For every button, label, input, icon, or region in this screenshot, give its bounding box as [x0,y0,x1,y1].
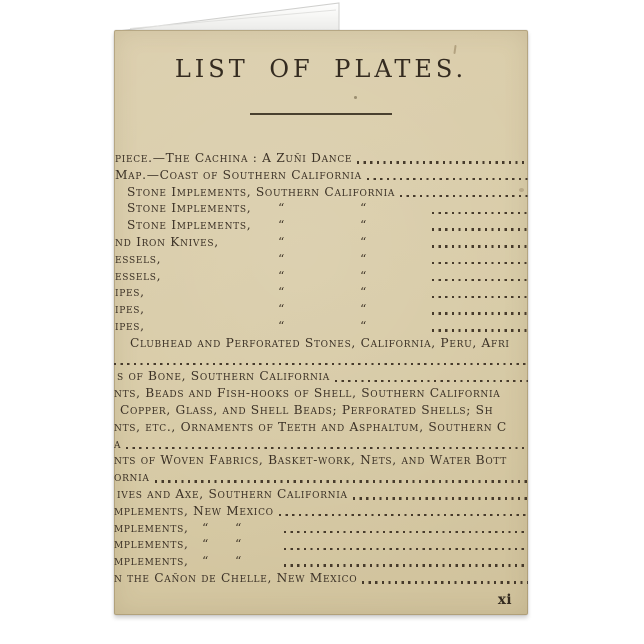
paper-speck [354,96,357,99]
plate-label: a [114,436,122,451]
plate-row [114,368,528,385]
plate-row [114,469,528,486]
plates-list [114,150,528,587]
plate-row [114,553,528,570]
plate-row [114,301,528,318]
plate-label: Clubhead and Perforated Stones, California, Peru, Afri [130,335,510,350]
ditto-mark: “ [278,217,286,233]
dot-leader [432,228,528,230]
ditto-mark: “ [360,301,368,317]
ditto-mark: “ [278,301,286,317]
ditto-mark: “ [278,233,286,249]
plate-row [114,251,528,268]
dot-leader [432,245,528,247]
plate-row [114,318,528,335]
ditto-mark: “ [278,317,286,333]
plate-row [114,452,528,469]
plate-row [114,402,528,419]
plate-label: nts, Beads and Fish-hooks of Shell, Southern California [114,386,501,401]
dot-leader [400,195,528,197]
plate-label: ornia [114,470,150,485]
plate-label: Stone Implements, [127,201,252,216]
paper-speck [453,45,456,54]
ditto-mark: “ [235,519,243,535]
plate-label: nd Iron Knives, [115,234,219,249]
ditto-mark: “ [360,317,368,333]
dot-leader [284,548,528,550]
dot-leader [284,531,528,533]
plate-row [114,436,528,453]
ditto-mark: “ [202,519,210,535]
plate-row [114,385,528,402]
ditto-mark: “ [278,200,286,216]
plate-row [114,419,528,436]
dot-leader [335,380,528,382]
plate-label: Stone Implements, Southern California [127,184,396,199]
plate-label: mplements, [114,520,189,535]
ditto-mark: “ [360,233,368,249]
plate-row [114,167,528,184]
ditto-mark: “ [235,553,243,569]
dot-leader [279,514,528,516]
ditto-mark: “ [360,267,368,283]
plate-row [114,503,528,520]
plate-label: ipes, [115,285,145,300]
page-title: LIST OF PLATES. [174,55,468,83]
ditto-mark: “ [360,200,368,216]
plate-label: piece.—The Cachina : A Zuñi Dance [115,151,353,165]
ditto-mark: “ [360,250,368,266]
dot-leader [357,161,528,163]
plate-row [114,536,528,553]
plate-label: Stone Implements, [127,218,252,233]
plate-row [114,352,528,369]
plate-row [114,150,528,167]
dot-leader [367,178,528,180]
plate-label: s of Bone, Southern California [117,369,331,384]
plate-label: nts of Woven Fabrics, Basket-work, Nets, and Water Bott [114,453,507,468]
ditto-mark: “ [278,267,286,283]
dot-leader [432,312,528,314]
plate-row [114,520,528,537]
dot-leader [432,212,528,214]
plate-row [114,486,528,503]
paper-speck [519,188,524,192]
plate-row [114,217,528,234]
ditto-mark: “ [360,217,368,233]
plate-label: mplements, [114,537,189,552]
ditto-mark: “ [278,250,286,266]
plate-row [114,234,528,251]
plate-label: mplements, New Mexico [114,503,274,518]
dot-leader [353,497,528,499]
plate-row [114,268,528,285]
title-rule [250,113,392,115]
plate-label: mplements, [114,554,189,569]
plate-label: Map.—Coast of Southern California [115,167,362,182]
plate-row [114,284,528,301]
dot-leader [432,329,528,331]
dot-leader [432,262,528,264]
dot-leader [155,480,528,482]
dot-leader [126,447,528,449]
plate-row [114,200,528,217]
plate-label: nts, etc., Ornaments of Teeth and Asphaltum, Southern C [114,419,507,434]
plate-label: ives and Axe, Southern California [117,486,348,501]
ditto-mark: “ [202,536,210,552]
dot-leader [432,279,528,281]
plate-row [114,570,528,587]
plate-label: n the Cañon de Chelle, New Mexico [114,570,358,585]
plate-label: essels, [115,268,162,283]
plate-row [114,184,528,201]
dot-leader [114,363,528,365]
plate-label: Copper, Glass, and Shell Beads; Perforated Shells; Sh [120,402,494,417]
ditto-mark: “ [202,553,210,569]
plate-row [114,335,528,352]
dot-leader [432,296,528,298]
ditto-mark: “ [360,284,368,300]
dot-leader [284,564,528,566]
plate-label: ipes, [115,302,145,317]
dot-leader [362,581,528,583]
greeting-card-front [114,30,528,615]
ditto-mark: “ [278,284,286,300]
ditto-mark: “ [235,536,243,552]
page-number: xi [497,592,512,608]
plate-label: ipes, [115,318,145,333]
plate-label: essels, [115,251,162,266]
